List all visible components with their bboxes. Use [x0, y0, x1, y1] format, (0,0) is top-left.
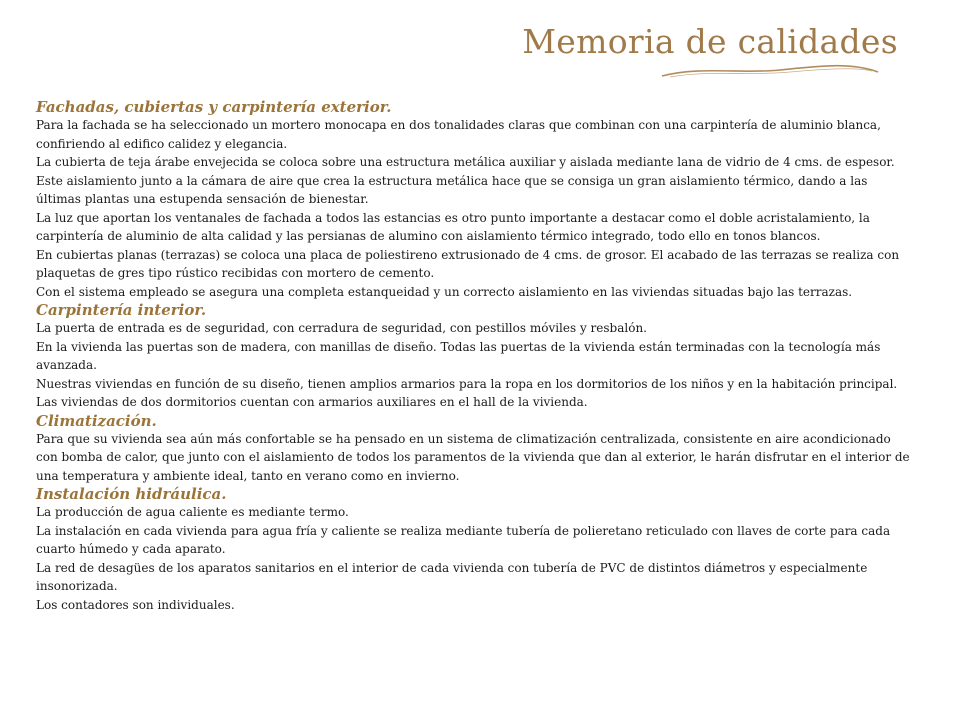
section-heading: Fachadas, cubiertas y carpintería exterior.	[36, 98, 392, 116]
paragraph: La producción de agua caliente es mediante termo.	[36, 505, 349, 519]
document-body	[36, 98, 916, 614]
section-instalacion-hidraulica	[36, 485, 916, 614]
section-heading: Climatización.	[36, 411, 157, 430]
paragraph: La cubierta de teja árabe envejecida se coloca sobre una estructura metálica auxiliar y aislada mediante lana de vidrio de 4 cms. de espesor. Este aislamiento junto a la cámara de aire que crea la estructura metálica hace que se consiga un gran aislamiento térmico, dando a las últimas plantas una estupenda sensación de bienestar.	[36, 155, 895, 206]
paragraph: Para la fachada se ha seleccionado un mortero monocapa en dos tonalidades claras que combinan con una carpintería de aluminio blanca, confiriendo al edifico calidez y elegancia.	[36, 118, 881, 151]
paragraph: En cubiertas planas (terrazas) se coloca una placa de poliestireno extrusionado de 4 cms. de grosor. El acabado de las terrazas se realiza con plaquetas de gres tipo rústico recibidas con mortero de cemento.	[36, 247, 900, 280]
paragraph: Con el sistema empleado se asegura una completa estanqueidad y un correcto aislamiento en las viviendas situadas bajo las terrazas.	[36, 284, 853, 299]
paragraph: La red de desagües de los aparatos sanitarios en el interior de cada vivienda con tubería de PVC de distintos diámetros y especialmente insonorizada.	[36, 560, 868, 593]
section-fachadas	[36, 98, 916, 301]
section-heading: Instalación hidráulica.	[36, 485, 227, 503]
section-heading: Carpintería interior.	[36, 301, 207, 319]
paragraph: Nuestras viviendas en función de su diseño, tienen amplios armarios para la ropa en los dormitorios de los niños y en la habitación principal. Las viviendas de dos dormitorios cuentan con armarios auxiliares en el hall de la vivienda.	[36, 376, 898, 409]
paragraph: Los contadores son individuales.	[36, 597, 235, 612]
section-carpinteria-interior	[36, 301, 916, 412]
paragraph: La instalación en cada vivienda para agua fría y caliente se realiza mediante tubería de polieretano reticulado con llaves de corte para cada cuarto húmedo y cada aparato.	[36, 523, 891, 556]
page-title: Memoria de calidades	[522, 22, 898, 61]
paragraph: La luz que aportan los ventanales de fachada a todos las estancias es otro punto importante a destacar como el doble acristalamiento, la carpintería de aluminio de alta calidad y las persianas de alumino con aislamiento térmico integrado, todo ello en tonos blancos.	[36, 210, 870, 243]
section-climatizacion	[36, 412, 916, 486]
title-swash-ornament	[660, 58, 880, 82]
paragraph: Para que su vivienda sea aún más confortable se ha pensado en un sistema de climatización centralizada, consistente en aire acondicionado con bomba de calor, que junto con el aislamiento de todos los paramentos de la vivienda que dan al exterior, le harán disfrutar en el interior de una temperatura y ambiente ideal, tanto en verano como en invierno.	[36, 431, 910, 483]
paragraph: La puerta de entrada es de seguridad, con cerradura de seguridad, con pestillos móviles y resbalón.	[36, 321, 647, 335]
paragraph: En la vivienda las puertas son de madera, con manillas de diseño. Todas las puertas de la vivienda están terminadas con la tecnología más avanzada.	[36, 339, 881, 372]
